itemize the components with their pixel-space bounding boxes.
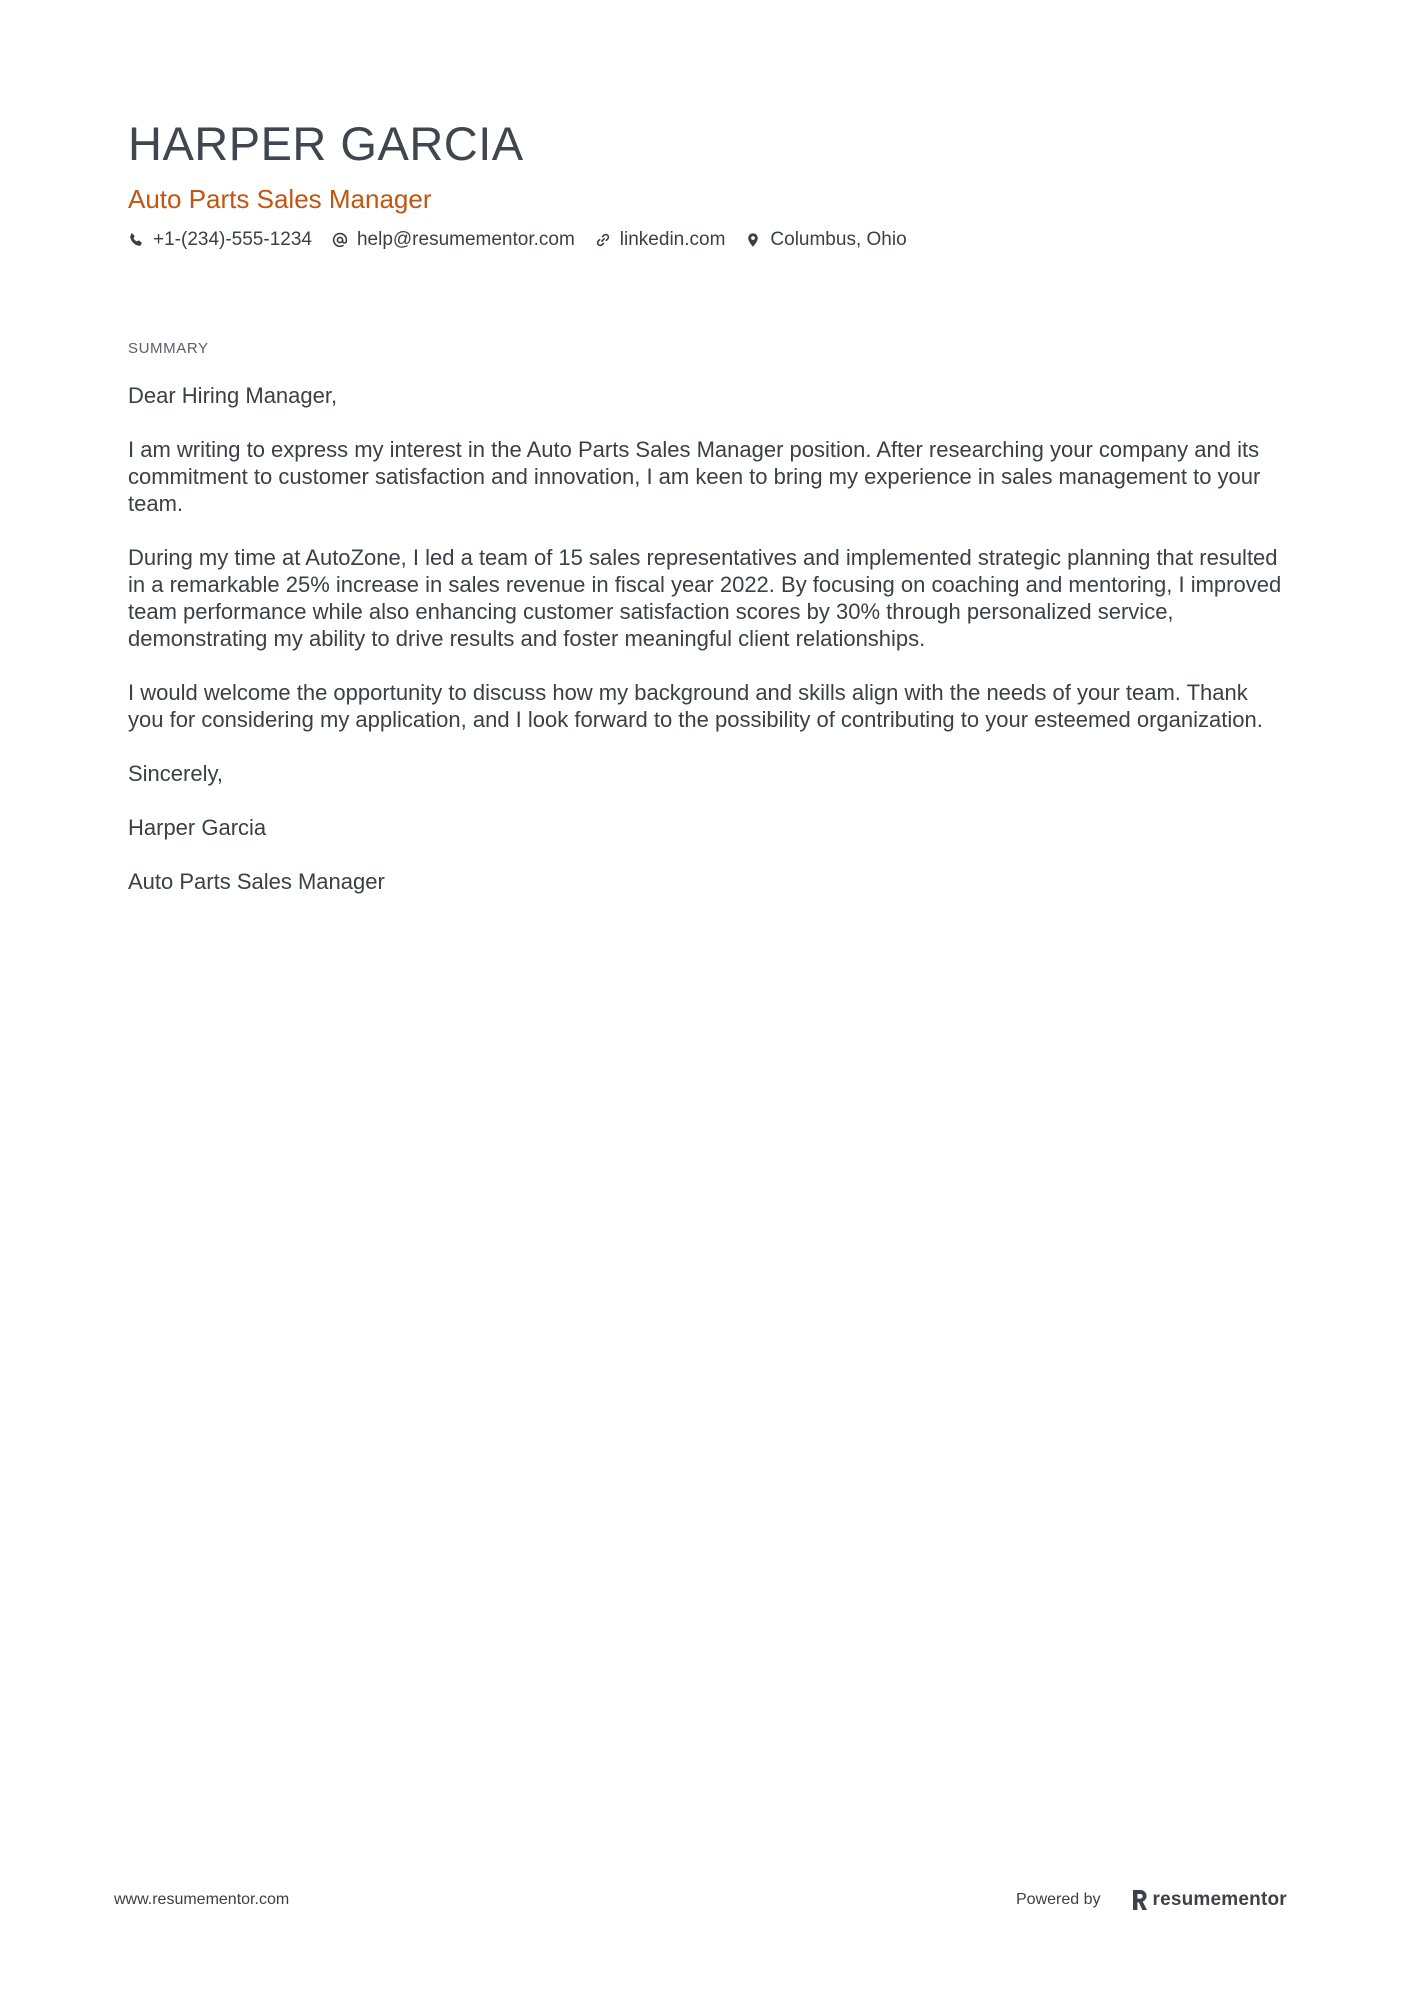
letter-greeting: Dear Hiring Manager, bbox=[128, 383, 338, 408]
contact-linkedin[interactable] bbox=[595, 229, 726, 251]
section-heading-summary: SUMMARY bbox=[128, 340, 209, 357]
contact-linkedin-text[interactable]: linkedin.com bbox=[619, 229, 726, 250]
letter-paragraph: I am writing to express my interest in the Auto Parts Sales Manager position. After researching your company and its commitment to customer satisfaction and innovation, I am keen to bring my experience in sales management to your team. bbox=[128, 437, 1261, 516]
footer-website-link[interactable]: www.resumementor.com bbox=[114, 1891, 290, 1908]
contact-phone-text: +1-(234)-555-1234 bbox=[153, 229, 312, 250]
contact-email-text[interactable]: help@resumementor.com bbox=[356, 229, 575, 250]
at-icon bbox=[332, 232, 348, 248]
candidate-role: Auto Parts Sales Manager bbox=[128, 184, 432, 214]
contact-phone bbox=[128, 229, 312, 251]
letter-body bbox=[128, 382, 1288, 922]
link-icon bbox=[595, 232, 611, 248]
contact-bar bbox=[128, 226, 927, 254]
letter-paragraph: During my time at AutoZone, I led a team of 15 sales representatives and implemented strategic planning that resulted in a remarkable 25% increase in sales revenue in fiscal year 2022. By focusing on coaching and mentoring, I improved team performance while also enhancing customer satisfaction scores by 30% through personalized service, demonstrating my ability to drive results and foster meaningful client relationships. bbox=[128, 545, 1282, 651]
footer-powered-by bbox=[1016, 1885, 1287, 1915]
signature-title: Auto Parts Sales Manager bbox=[128, 869, 385, 894]
brand-wordmark: resumementor bbox=[1152, 1889, 1287, 1910]
brand-logo-link[interactable] bbox=[1131, 1889, 1287, 1911]
resumementor-logo-icon bbox=[1131, 1889, 1149, 1911]
contact-location bbox=[745, 229, 906, 251]
letter-paragraph: I would welcome the opportunity to discuss how my background and skills align with the needs of your team. Thank you for considering my application, and I look forward to the possibility of contributing to your esteemed organization. bbox=[128, 680, 1263, 732]
candidate-name: HARPER GARCIA bbox=[128, 117, 524, 170]
phone-icon bbox=[128, 232, 144, 248]
contact-location-text: Columbus, Ohio bbox=[770, 229, 907, 250]
location-pin-icon bbox=[745, 232, 761, 248]
powered-by-label: Powered by bbox=[1016, 1891, 1101, 1908]
signature-name: Harper Garcia bbox=[128, 815, 267, 840]
contact-email[interactable] bbox=[332, 229, 575, 251]
letter-closing: Sincerely, bbox=[128, 761, 223, 786]
